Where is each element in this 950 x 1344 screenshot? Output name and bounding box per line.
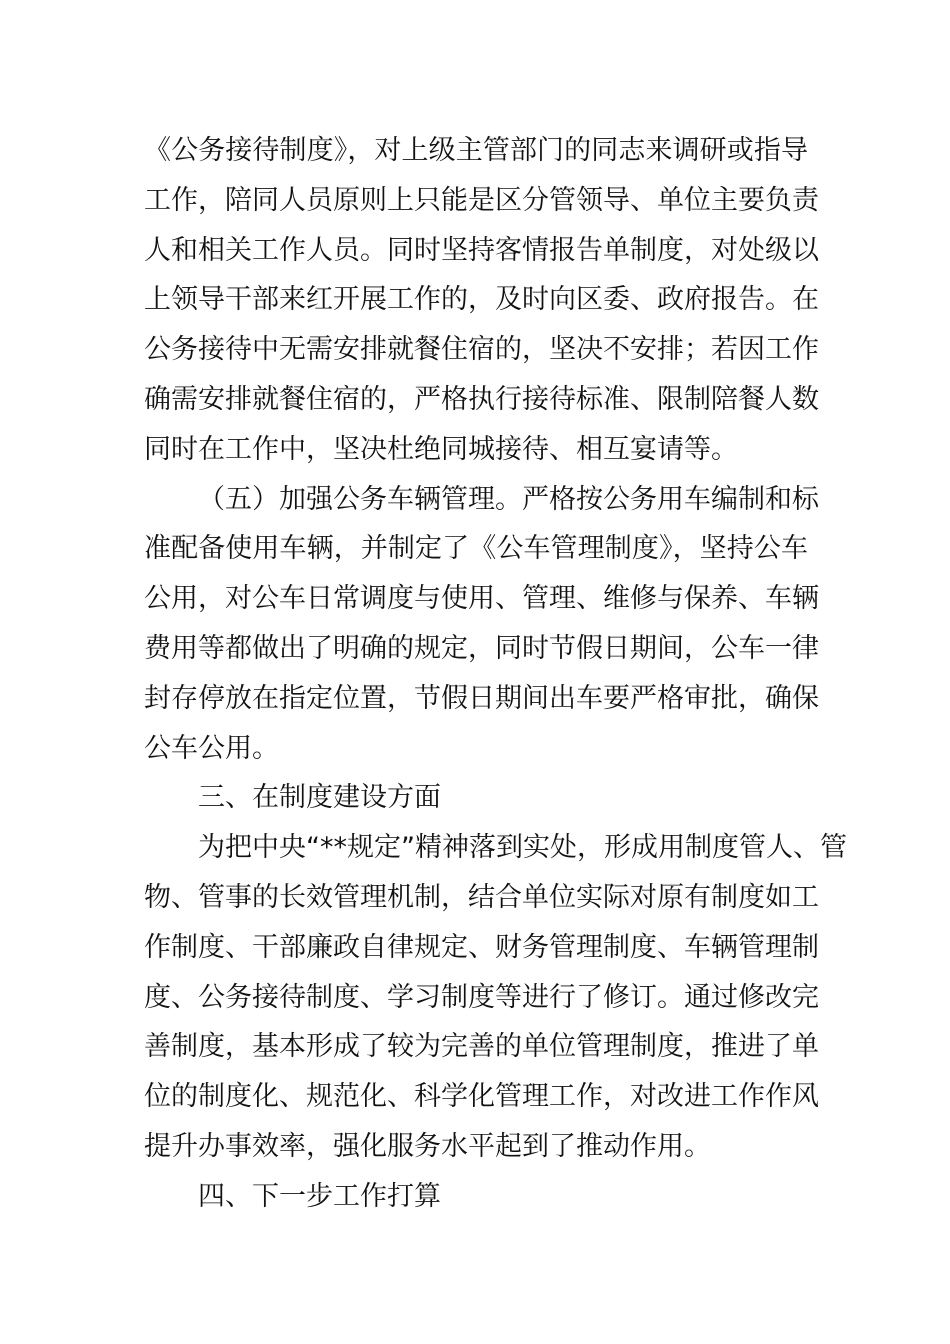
text-line: 准配备使用车辆，并制定了《公车管理制度》，坚持公车: [144, 533, 808, 565]
text-line: 位的制度化、规范化、科学化管理工作，对改进工作作风: [144, 1081, 819, 1113]
section-heading: 三、在制度建设方面: [198, 782, 441, 814]
text-line: 费用等都做出了明确的规定，同时节假日期间，公车一律: [144, 632, 819, 664]
section-heading: 四、下一步工作打算: [198, 1180, 441, 1212]
text-line: 同时在工作中，坚决杜绝同城接待、相互宴请等。: [144, 433, 738, 465]
text-line: 上领导干部来红开展工作的，及时向区委、政府报告。在: [144, 284, 819, 316]
text-line: 善制度，基本形成了较为完善的单位管理制度，推进了单: [144, 1031, 819, 1063]
text-line: 提升办事效率，强化服务水平起到了推动作用。: [144, 1130, 711, 1162]
text-line: 物、管事的长效管理机制，结合单位实际对原有制度如工: [144, 881, 819, 913]
text-line: 公务接待中无需安排就餐住宿的，坚决不安排；若因工作: [144, 334, 819, 366]
text-line: 度、公务接待制度、学习制度等进行了修订。通过修改完: [144, 981, 819, 1013]
text-line: 为把中央“**规定”精神落到实处，形成用制度管人、管: [198, 832, 847, 864]
text-line: 公车公用。: [144, 732, 279, 764]
paragraph-heading-line: （五）加强公务车辆管理。严格按公务用车编制和标: [198, 483, 819, 515]
text-line: 作制度、干部廉政自律规定、财务管理制度、车辆管理制: [144, 931, 819, 963]
text-line: 《公务接待制度》，对上级主管部门的同志来调研或指导: [144, 135, 808, 166]
text-line: 封存停放在指定位置，节假日期间出车要严格审批，确保: [144, 682, 819, 714]
text-line: 确需安排就餐住宿的，严格执行接待标准、限制陪餐人数: [144, 383, 819, 415]
text-line: 公用，对公车日常调度与使用、管理、维修与保养、车辆: [144, 583, 819, 615]
text-line: 人和相关工作人员。同时坚持客情报告单制度，对处级以: [144, 234, 819, 266]
text-line: 工作，陪同人员原则上只能是区分管领导、单位主要负责: [144, 184, 819, 216]
document-body: [144, 126, 847, 1222]
